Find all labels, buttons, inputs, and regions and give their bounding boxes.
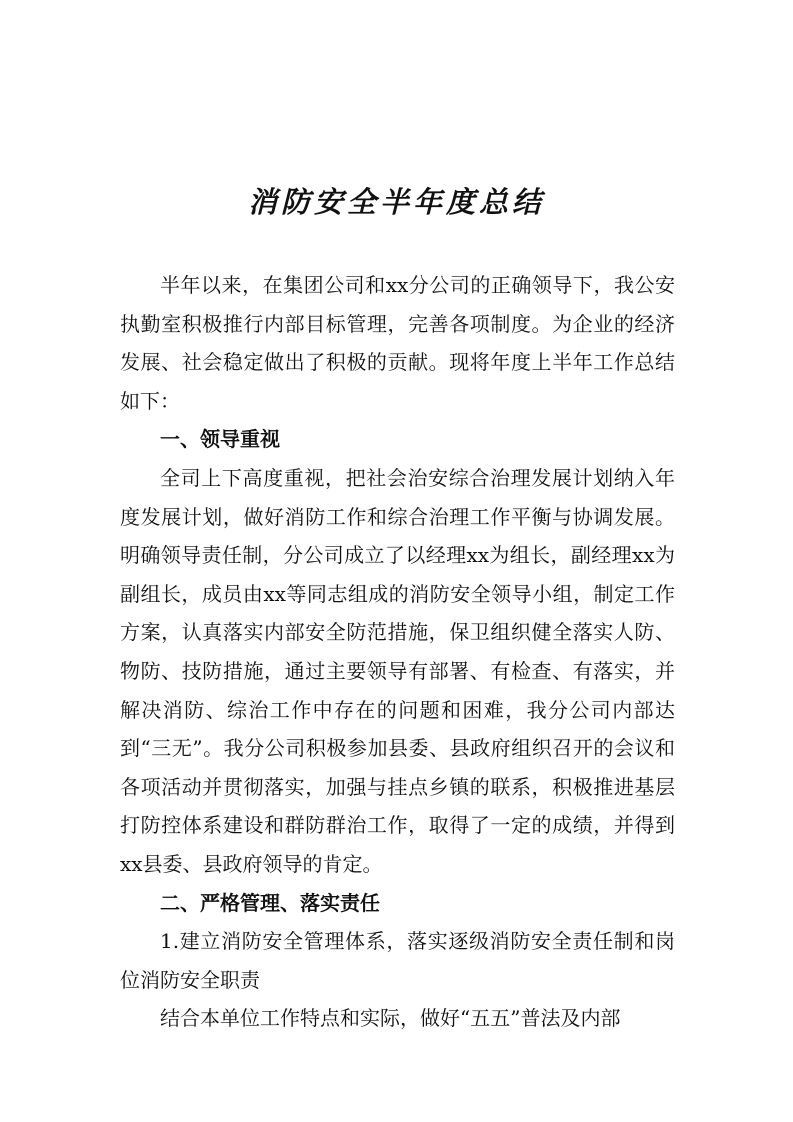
document-title: 消防安全半年度总结 [247,185,545,219]
section-2-item-1: 1.建立消防安全管理体系，落实逐级消防安全责任制和岗位消防安全职责 [120,929,675,992]
section-2-heading: 二、严格管理、落实责任 [160,890,380,915]
document-body [120,266,675,1038]
intro-paragraph: 半年以来，在集团公司和xx分公司的正确领导下，我公安执勤室积极推行内部目标管理，完善各项制度。为企业的经济发展、社会稳定做出了积极的贡献。现将年度上半年工作总结如下： [120,273,675,413]
section-1-heading: 一、领导重视 [160,427,280,452]
section-2-paragraph: 结合本单位工作特点和实际，做好“五五”普法及内部 [160,1006,621,1031]
section-1-paragraph: 全司上下高度重视，把社会治安综合治理发展计划纳入年度发展计划，做好消防工作和综合治理工作平衡与协调发展。明确领导责任制，分公司成立了以经理xx为组长，副经理xx为副组长，成员由xx等同志组成的消防安全领导小组，制定工作方案，认真落实内部安全防范措施，保卫组织健全落实人防、物防、技防措施，通过主要领导有部署、有检查、有落实，并解决消防、综治工作中存在的问题和困难，我分公司内部达到“三无”。我分公司积极参加县委、县政府组织召开的会议和各项活动并贯彻落实，加强与挂点乡镇的联系，积极推进基层打防控体系建设和群防群治工作，取得了一定的成绩，并得到xx县委、县政府领导的肯定。 [120,465,675,876]
